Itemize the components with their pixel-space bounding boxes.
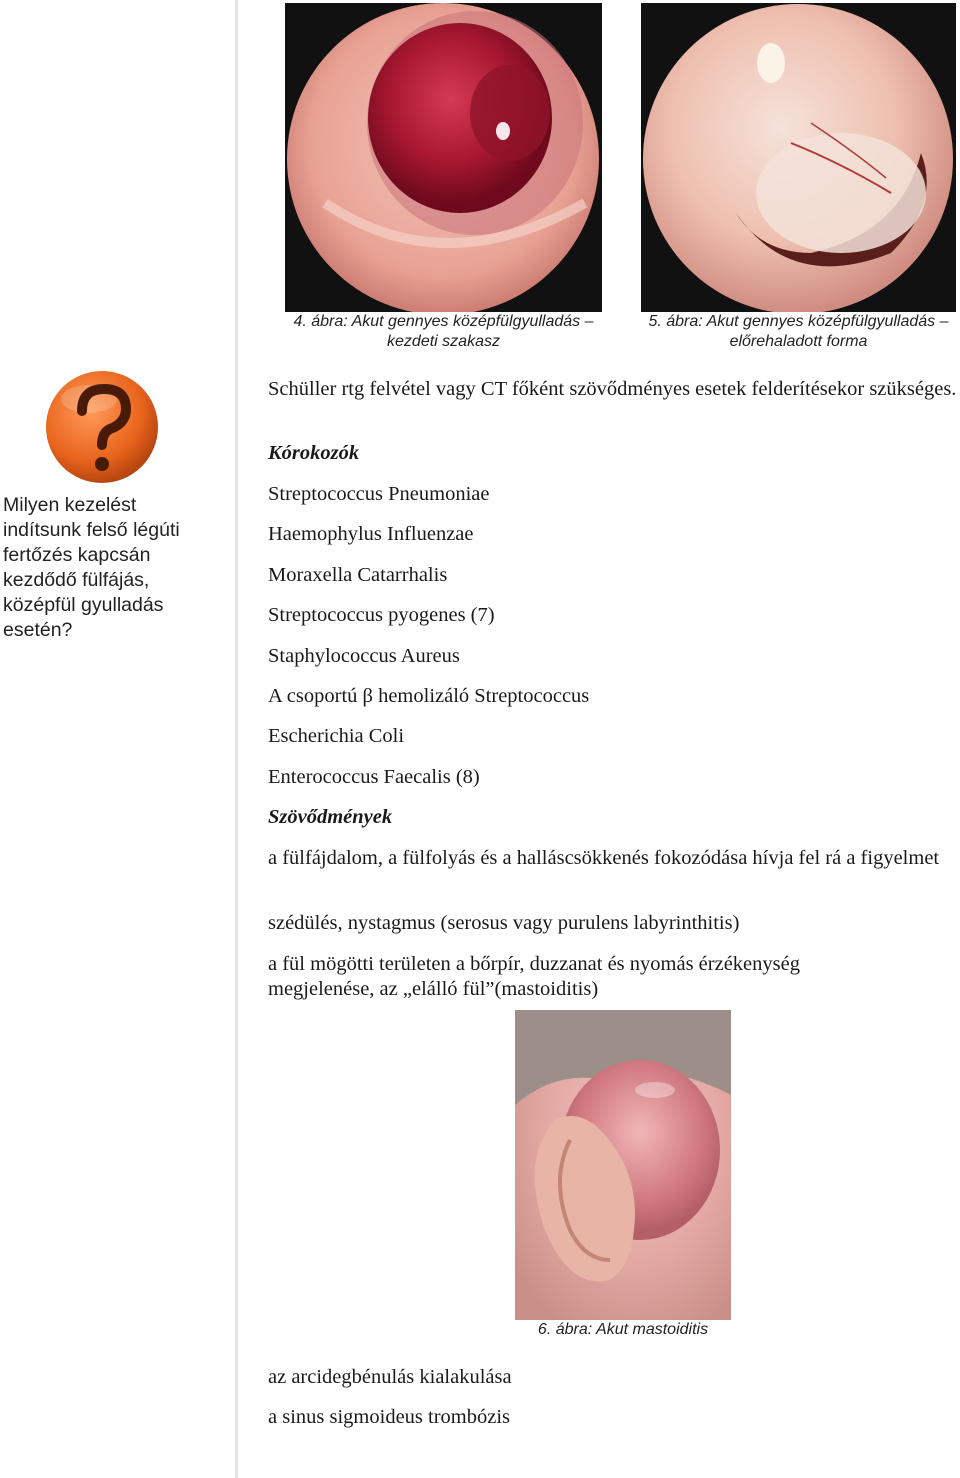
figure-4-caption-line2: kezdeti szakasz [387,333,500,350]
complication-item: a fül mögötti területen a bőrpír, duzzanat és nyomás érzékenység megjelenése, az „elálló fül”(mastoiditis) [268,953,800,1000]
column-divider [235,0,238,1478]
complication-item: szédülés, nystagmus (serosus vagy purulens labyrinthitis) [268,912,740,934]
figure-5-caption-line1: 5. ábra: Akut gennyes középfülgyulladás – [648,313,949,330]
intro-paragraph: Schüller rtg felvétel vagy CT főként szövődményes esetek felderítésekor szükséges. [268,378,957,400]
sidebar-question: Milyen kezelést indítsunk felső légúti fertőzés kapcsán kezdődő fülfájás, középfül gyulladás esetén? [3,494,180,641]
otoscope-photo-early [285,3,602,312]
figure-4-caption [270,312,617,352]
pathogen-item: Moraxella Catarrhalis [268,564,448,586]
pathogen-item: Haemophylus Influenzae [268,523,474,545]
complication-item: a fülfájdalom, a fülfolyás és a halláscsökkenés fokozódása hívja fel rá a figyelmet [268,847,940,869]
figure-6-caption: 6. ábra: Akut mastoiditis [537,1321,709,1338]
complications-heading: Szövődmények [268,806,393,828]
complication-item: az arcidegbénulás kialakulása [268,1366,512,1388]
pathogen-item: Enterococcus Faecalis (8) [268,766,480,788]
pathogen-item: Escherichia Coli [268,725,405,747]
figure-5-caption [625,312,960,352]
pathogens-heading: Kórokozók [268,442,360,464]
question-mark-icon [44,369,161,484]
complication-item: a sinus sigmoideus trombózis [268,1406,511,1428]
pathogen-item: Streptococcus pyogenes (7) [268,604,495,626]
pathogen-item: Streptococcus Pneumoniae [268,483,490,505]
pathogen-item: A csoportú β hemolizáló Streptococcus [268,685,590,707]
figure-5-caption-line2: előrehaladott forma [729,333,868,350]
mastoiditis-photo [515,1010,731,1320]
figure-4-caption-line1: 4. ábra: Akut gennyes középfülgyulladás – [293,313,594,330]
otoscope-photo-advanced [641,3,956,312]
pathogen-item: Staphylococcus Aureus [268,645,460,667]
